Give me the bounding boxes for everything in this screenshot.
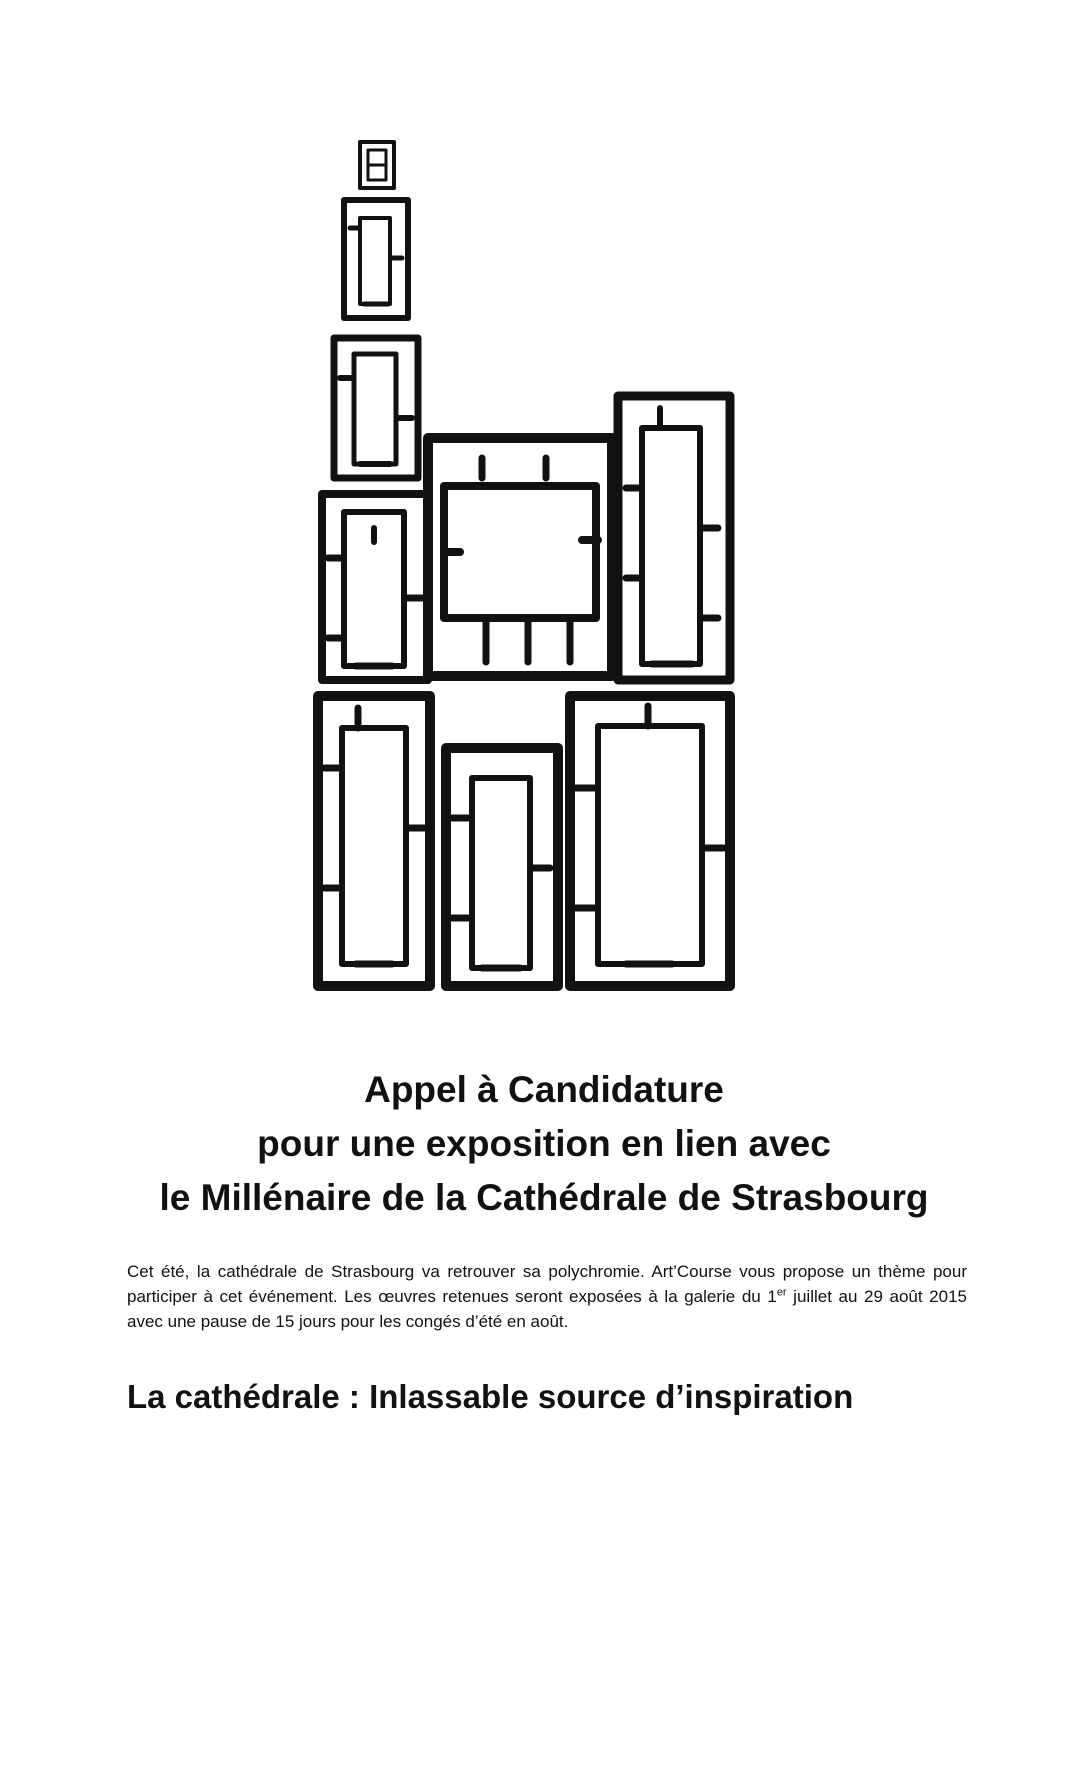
- intro-text-start: Cet été, la cathédrale de Strasbourg va retrouver sa polychromie. Art’Course vous propose un thème pour participer à cet événement. Les œuvres retenues seront exposées à la galerie du 1: [127, 1262, 967, 1306]
- intro-ordinal-suffix: er: [776, 1286, 787, 1299]
- title-line-2: pour une exposition en lien avec: [257, 1123, 831, 1164]
- intro-text-end: juillet au 29 août 2015 avec une pause de 15 jours pour les congés d’été en août.: [127, 1287, 967, 1331]
- title-line-3: le Millénaire de la Cathédrale de Strasbourg: [159, 1177, 929, 1218]
- cathedral-logo-icon: [300, 128, 800, 1008]
- page-title: [100, 1063, 988, 1225]
- title-line-1: Appel à Candidature: [364, 1069, 724, 1110]
- intro-paragraph: [127, 1259, 967, 1334]
- section-heading: La cathédrale : Inlassable source d’inspiration: [127, 1378, 854, 1415]
